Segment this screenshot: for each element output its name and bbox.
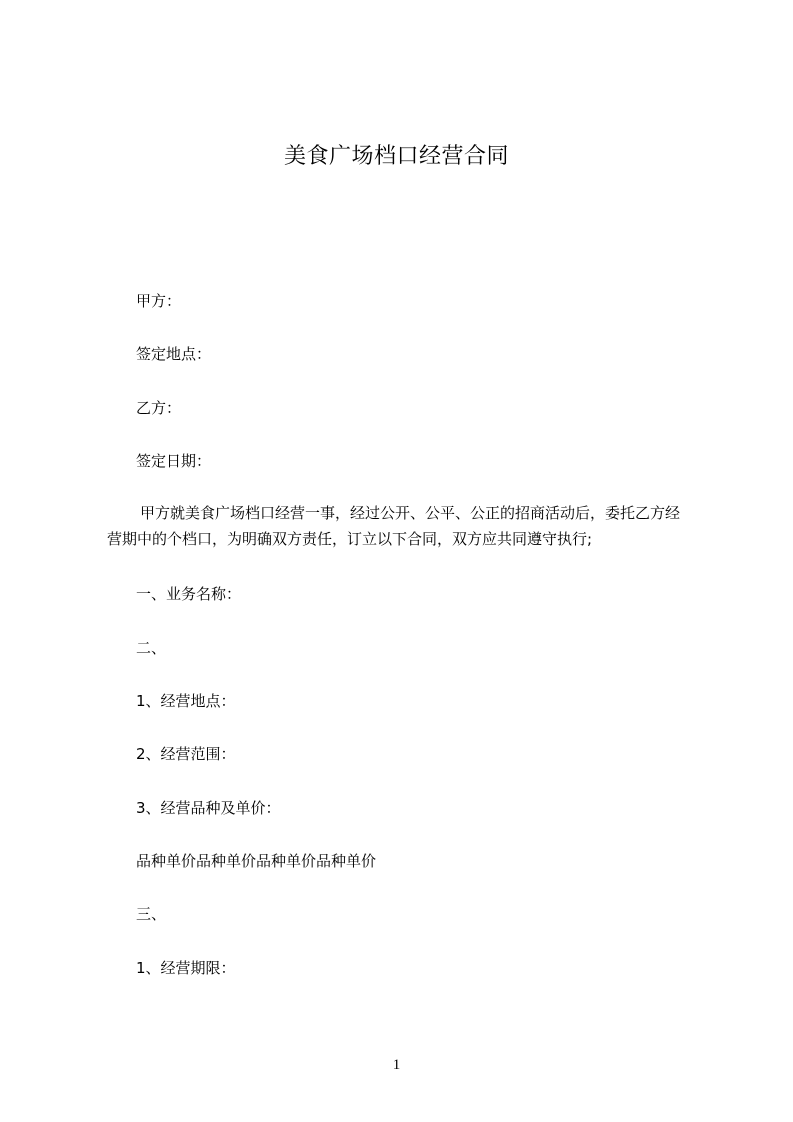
section-two-item-3: 3、经营品种及单价： <box>136 799 281 817</box>
intro-paragraph <box>107 500 693 552</box>
section-three-item-1: 1、经营期限： <box>136 959 236 977</box>
sign-date-label: 签定日期： <box>136 452 212 470</box>
intro-paragraph-text: 甲方就美食广场档口经营一事，经过公开、公平、公正的招商活动后，委托乙方经营期中的个档口，为明确双方责任，订立以下合同，双方应共同遵守执行; <box>107 504 681 548</box>
price-row: 品种单价品种单价品种单价品种单价 <box>136 852 377 870</box>
section-two-item-1: 1、经营地点： <box>136 692 236 710</box>
section-one-heading: 一、业务名称： <box>136 585 242 603</box>
party-b-label: 乙方： <box>136 399 182 417</box>
section-three-heading: 三、 <box>136 905 167 923</box>
party-a-label: 甲方： <box>136 292 182 310</box>
section-two-item-2: 2、经营范围： <box>136 745 236 763</box>
page-number: 1 <box>392 1057 401 1073</box>
sign-place-label: 签定地点： <box>136 345 212 363</box>
document-title: 美食广场档口经营合同 <box>283 144 509 169</box>
section-two-heading: 二、 <box>136 639 167 657</box>
